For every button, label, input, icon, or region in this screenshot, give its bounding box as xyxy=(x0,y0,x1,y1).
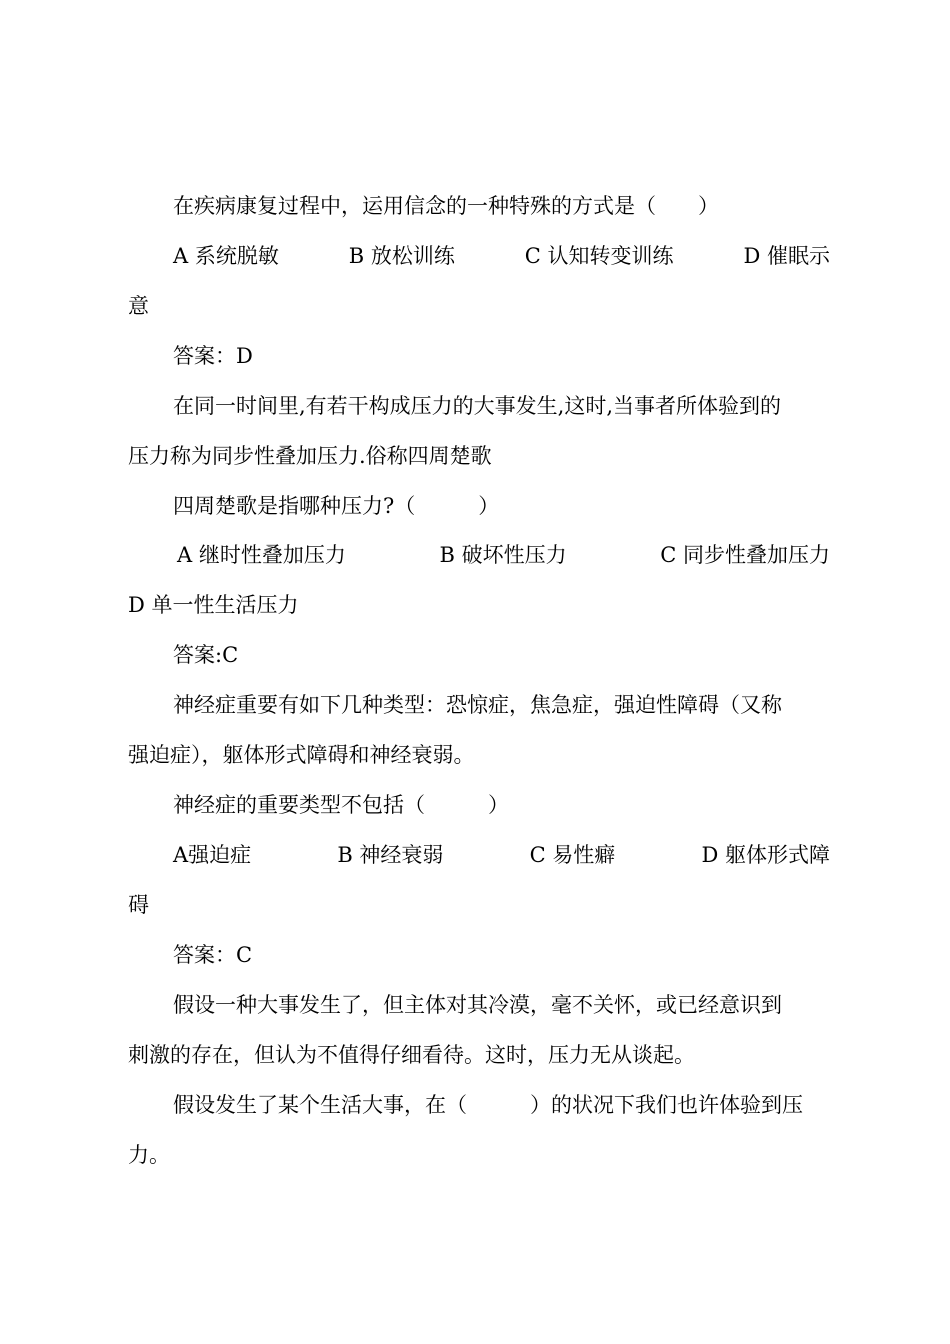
q1-option-c: C 认知转变训练 xyxy=(524,244,674,268)
q1-options xyxy=(173,243,830,269)
p2-line1: 在同一时间里,有若干构成压力的大事发生,这时,当事者所体验到的 xyxy=(173,394,782,418)
q2-option-wrap: D 单一性生活压力 xyxy=(128,593,299,617)
q2-option-b: B 破坏性压力 xyxy=(439,543,567,567)
q3-options xyxy=(173,842,830,868)
q3-answer: 答案：C xyxy=(173,943,253,967)
q2-option-a: A 继时性叠加压力 xyxy=(177,543,346,567)
q2-options xyxy=(177,542,830,568)
q1-option-b: B 放松训练 xyxy=(348,244,455,268)
q1-option-wrap: 意 xyxy=(128,294,149,318)
q2-answer: 答案:C xyxy=(173,643,239,667)
q1-option-a: A 系统脱敏 xyxy=(173,244,279,268)
p4-line1: 假设一种大事发生了，但主体对其冷漠，毫不关怀，或已经意识到 xyxy=(173,993,782,1017)
q3-stem: 神经症的重要类型不包括（ ） xyxy=(173,793,509,817)
q3-option-a: A强迫症 xyxy=(173,843,252,867)
q3-option-wrap: 碍 xyxy=(128,893,149,917)
p2-line2: 压力称为同步性叠加压力.俗称四周楚歌 xyxy=(128,444,492,468)
q1-answer: 答案：D xyxy=(173,344,253,368)
q3-option-b: B 神经衰弱 xyxy=(337,843,444,867)
q4-stem-line1: 假设发生了某个生活大事，在（ ）的状况下我们也许体验到压 xyxy=(173,1093,803,1117)
q1-option-d: D 催眠示 xyxy=(743,244,830,268)
p3-line2: 强迫症），躯体形式障碍和神经衰弱。 xyxy=(128,743,475,767)
q2-stem: 四周楚歌是指哪种压力?（ ） xyxy=(173,494,500,518)
q2-option-c: C 同步性叠加压力 xyxy=(660,543,830,567)
q3-option-c: C 易性癖 xyxy=(529,843,616,867)
p4-line2: 刺激的存在，但认为不值得仔细看待。这时，压力无从谈起。 xyxy=(128,1043,695,1067)
q1-stem: 在疾病康复过程中，运用信念的一种特殊的方式是（ ） xyxy=(173,194,719,218)
q3-option-d: D 躯体形式障 xyxy=(701,843,830,867)
p3-line1: 神经症重要有如下几种类型：恐惊症，焦急症，强迫性障碍（又称 xyxy=(173,693,782,717)
q4-stem-line2: 力。 xyxy=(128,1143,170,1167)
